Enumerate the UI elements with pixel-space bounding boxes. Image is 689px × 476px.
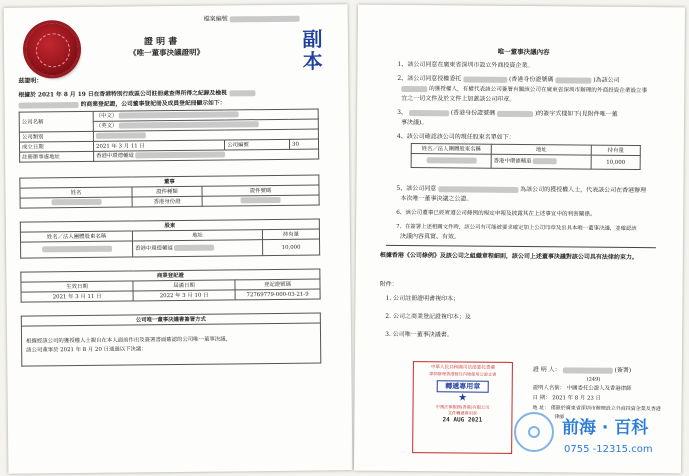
- company-name-label: 公司名稱: [19, 111, 93, 132]
- shareholder-address-col: 地址: [132, 230, 262, 241]
- resolution-6: 6、該公司董事已經實遵公司條例的規定申報及披露其在上述事宜中的利害關係。: [396, 209, 596, 218]
- directors-header: 董事: [20, 175, 319, 188]
- resolution-2-prefix: 2、該公司同意授權委托: [397, 74, 462, 83]
- stamp-label: 轉遞專用章: [437, 380, 489, 392]
- attester-signature-suffix: (簽署): [614, 366, 632, 374]
- attachment-1: 1. 公司註冊證明書複印本；: [385, 294, 460, 303]
- encyclopedia-logo-icon: [514, 412, 554, 452]
- resolution-1: 1、該公司同意在廣東省深圳市設立外商投資企業。: [397, 60, 534, 70]
- certificate-page-left: [4, 4, 353, 474]
- watermark-phone: 0755 -12315.com: [564, 444, 653, 455]
- stamp-line-2: 文件轉遞專用章: [447, 410, 478, 416]
- signing-method-header: 公司唯一董事決議書簽署方式: [21, 313, 320, 326]
- company-name-zh-label: （中文）: [95, 113, 118, 120]
- legal-conclusion: 根據香港《公司條例》及該公司之組織章程細則，該公司上述董事決議對該公司具有法律約束力。: [379, 251, 638, 262]
- company-number-label: 公司編號: [225, 139, 290, 150]
- resolution-3-prefix: 3、: [397, 108, 407, 117]
- signing-method-line-2: 該公司董事於 2021 年 8 月 20 日通過以下決議：: [26, 346, 147, 354]
- attachment-3: 3. 公司唯一董事決議書。: [385, 330, 453, 339]
- current-shareholder-name-col: 姓名／法人團體股東名稱: [411, 144, 491, 155]
- business-registration-table: [20, 269, 320, 303]
- director-doc-type-col: 證件種類: [132, 186, 202, 197]
- stamp-arc-line-1: 中華人民共和國司法部委托香港: [430, 365, 496, 371]
- director-doc-number-col: 證件號碼: [202, 185, 319, 196]
- signing-method-table: [21, 313, 322, 367]
- registered-address-label: 註冊辦事處地址: [20, 151, 94, 162]
- copy-stamp: 副本: [298, 28, 324, 73]
- certificate-page-right: [354, 5, 685, 474]
- address-label: 地 址：: [532, 405, 550, 412]
- current-shareholder-shares-value: 10,000: [591, 155, 640, 169]
- body-line-1: 根據於 2021 年 8 月 19 日在香港特別行政區公司註冊處查得所得之紀錄及檢視: [18, 90, 227, 99]
- resolution-3-id-label: (香港身份證號碼: [450, 109, 496, 117]
- company-name-en-label: （英文）: [95, 123, 118, 130]
- establish-date-label: 成立日期: [19, 141, 93, 152]
- stamp-date: 24 AUG 2021: [442, 416, 483, 424]
- resolution-5-suffix: 為該公司的獲授權人士，代表該公司在香港辦理: [520, 186, 647, 195]
- resolution-3-suffix: )的簽字式樣如下(見附件唯一董: [534, 110, 618, 118]
- resolution-7-line-2: 決議內容真實、有效。: [399, 232, 461, 241]
- registered-address-value: 香港中環德輔道: [96, 153, 134, 160]
- resolution-5-prefix: 5、該公司同意: [396, 184, 437, 193]
- divider: [386, 245, 656, 248]
- shareholders-header: 股東: [20, 219, 319, 232]
- file-number-label: 檔案編號: [203, 15, 228, 23]
- certificate-title: 證 明 書: [143, 36, 178, 48]
- company-info-table: [19, 109, 320, 163]
- resolution-4: 4、該公司確認該公司的現任股東名單如下：: [396, 132, 515, 141]
- director-name-col: 姓名: [20, 187, 132, 198]
- resolution-5-line-2: 本次唯一董事決議之公證。: [400, 194, 473, 203]
- date-value: 2021 年 8 月 23 日: [552, 395, 601, 402]
- company-type-label: 公司類別: [19, 131, 93, 142]
- effective-date-value: 2021 年 3 月 11 日: [21, 291, 133, 302]
- resolution-7: 7、在簽署上述相關文件時，該公司有可能被要求確定加上公司印章及出具本唯一董事決議，並確認該: [396, 223, 637, 233]
- signing-method-line-1: 根據經該公司的獲授權人士親自在本人面前作出及簽署書面確認的公司唯一董事決議，: [26, 336, 231, 345]
- effective-date-col: 生效日期: [21, 281, 133, 292]
- stamp-arc-line-2: 律師辦理香港發往內地使用公證文書: [429, 371, 497, 377]
- business-registration-header: 商業登記證: [21, 269, 320, 282]
- address-value-1: 僅限於廣東省深圳市辦理設立外商投資企業及香港: [550, 405, 661, 413]
- star-icon: ★: [458, 392, 468, 404]
- body-line-2: 的商業登記證，公司董事登記冊及成員登記冊顯示如下：: [80, 100, 226, 109]
- stamp-line-1: 中國法律服務(香港)有限公司: [435, 404, 490, 410]
- shareholder-shares-value: 10,000: [263, 239, 320, 256]
- transfer-stamp: [412, 361, 513, 454]
- shareholders-table: [20, 219, 320, 259]
- shareholder-shares-col: 持有量: [262, 229, 319, 240]
- resolution-2-line-2: 的獲授權人，有權代表該公司簽署有關該公司在廣東省深圳市辦理的外商投資企業設立事: [429, 86, 648, 95]
- resolution-2-line-3: 宜之一切文件及於文件上加蓋該公司印章。: [401, 94, 516, 103]
- certificate-subtitle: 《唯一董事決議證明》: [129, 47, 205, 58]
- cert-number-col: 登記證號碼: [235, 279, 320, 290]
- expiry-date-col: 屆滿日期: [133, 280, 235, 291]
- resolution-3-line-2: 事決議)。: [400, 118, 428, 127]
- establish-date-value: 2021 年 3 月 11 日: [93, 140, 224, 151]
- shareholder-address-value: 香港中環德輔道: [135, 245, 173, 253]
- resolution-section-title: 唯一董事決議內容: [497, 47, 550, 57]
- address-value-2: 律師: [554, 414, 565, 421]
- current-shareholder-address-value: 香港中環德輔道: [493, 158, 532, 165]
- salutation: 茲證明：: [18, 77, 43, 85]
- current-shareholder-address-col: 地址: [491, 144, 591, 155]
- expiry-date-value: 2022 年 3 月 10 日: [133, 290, 235, 301]
- current-shareholders-table: [411, 143, 641, 170]
- current-shareholder-shares-col: 持有量: [591, 145, 640, 155]
- date-label: 日 期：: [532, 395, 551, 402]
- directors-table: [19, 175, 319, 209]
- attachment-2: 2. 公司之商業登記證複印本；及: [385, 312, 471, 321]
- director-doc-type-value: 香港身份證: [132, 196, 202, 207]
- shareholder-name-col: 姓名／法人團體股東名稱: [20, 231, 132, 242]
- appointer-label: 證明人名銜：: [532, 385, 566, 392]
- appointer-value: 中國委托公證人及香港律師: [566, 385, 632, 392]
- attester-number: (249): [586, 376, 601, 383]
- attachments-label: 附件：: [379, 280, 398, 288]
- attester-label: 證 明 人：: [532, 366, 561, 374]
- resolution-2-id-label: (香港身份證號碼: [509, 75, 554, 84]
- cert-number-value: 72769779-000-03-21-9: [235, 289, 320, 300]
- company-number-value: 30: [289, 139, 318, 149]
- resolution-2-suffix: )為該公司: [593, 76, 620, 84]
- redacted-file-number: [230, 15, 300, 22]
- watermark-brand: 前海 · 百科: [562, 418, 649, 438]
- wax-seal-icon: [26, 23, 79, 76]
